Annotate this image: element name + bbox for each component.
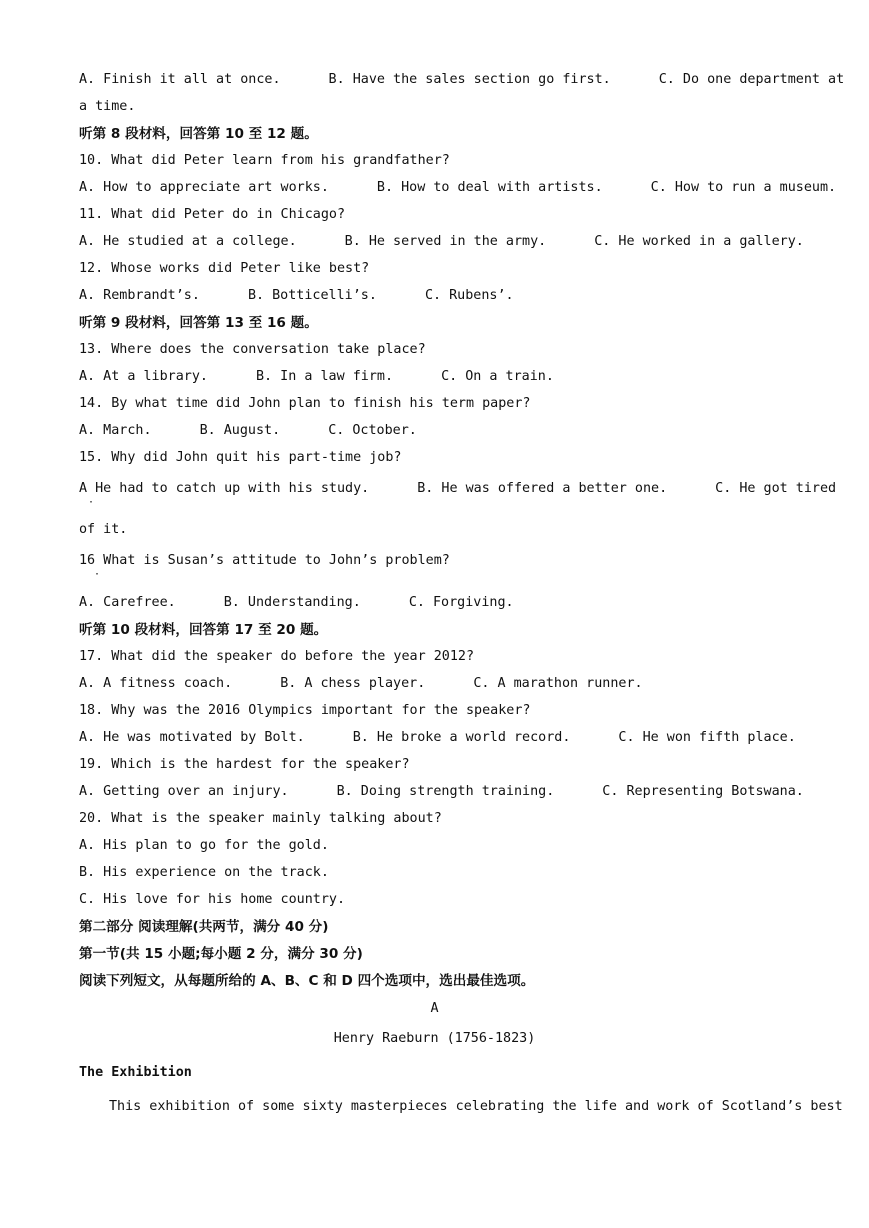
q17-option-c: C. A marathon runner. — [473, 676, 643, 691]
question-16: 16 What is Susan’s attitude to John’s problem? — [79, 553, 450, 568]
q12-option-b: B. Botticelli’s. — [247, 288, 377, 303]
question-20: 20. What is the speaker mainly talking about? — [79, 811, 442, 826]
q10-option-b: B. How to deal with artists. — [376, 180, 603, 195]
q11-option-b: B. He served in the army. — [344, 234, 547, 249]
q20-option-a: A. His plan to go for the gold. — [79, 838, 329, 853]
reading-instructions: 阅读下列短文，从每题所给的 A、B、C 和 D 四个选项中，选出最佳选项。 — [79, 973, 535, 989]
q13-options — [79, 368, 554, 386]
section-8-heading: 听第 8 段材料，回答第 10 至 12 题。 — [79, 126, 318, 142]
q11-option-a: A. He studied at a college. — [79, 234, 297, 249]
q16-option-c: C. Forgiving. — [408, 595, 514, 610]
q9-option-c: C. Do one department at — [658, 72, 845, 87]
q15-option-c-continuation: of it. — [79, 522, 128, 537]
q10-option-a: A. How to appreciate art works. — [79, 180, 329, 195]
q14-option-a: A. March. — [79, 423, 152, 438]
q15-option-c: C. He got tired — [715, 481, 837, 496]
q12-option-a: A. Rembrandt’s. — [79, 288, 200, 303]
subheading: The Exhibition — [79, 1065, 192, 1080]
q19-option-a: A. Getting over an injury. — [79, 784, 289, 799]
q9-option-c-continuation: a time. — [79, 99, 136, 114]
question-19: 19. Which is the hardest for the speaker? — [79, 757, 410, 772]
q15-option-b: B. He was offered a better one. — [417, 481, 668, 496]
stray-dot-mark: · — [88, 497, 95, 508]
passage-title: Henry Raeburn (1756-1823) — [333, 1031, 536, 1046]
question-17: 17. What did the speaker do before the year 2012? — [79, 649, 475, 664]
q13-option-a: A. At a library. — [79, 369, 208, 384]
q19-option-b: B. Doing strength training. — [336, 784, 555, 799]
q16-option-a: A. Carefree. — [79, 595, 176, 610]
section-10-heading: 听第 10 段材料，回答第 17 至 20 题。 — [79, 622, 328, 638]
q20-option-b: B. His experience on the track. — [79, 865, 329, 880]
q10-options — [79, 179, 836, 197]
q10-option-c: C. How to run a museum. — [650, 180, 837, 195]
passage-letter: A — [430, 1001, 439, 1016]
question-13: 13. Where does the conversation take place? — [79, 342, 426, 357]
q19-options — [79, 783, 804, 801]
section-9-heading: 听第 9 段材料，回答第 13 至 16 题。 — [79, 315, 318, 331]
q15-options — [79, 480, 836, 498]
q18-option-b: B. He broke a world record. — [352, 730, 571, 745]
question-18: 18. Why was the 2016 Olympics important for the speaker? — [79, 703, 531, 718]
q12-options — [79, 287, 514, 305]
part-2-heading: 第二部分 阅读理解(共两节，满分 40 分) — [79, 919, 329, 935]
q16-option-b: B. Understanding. — [223, 595, 361, 610]
q14-options — [79, 422, 417, 440]
stray-dot-mark: · — [94, 569, 101, 580]
q14-option-c: C. October. — [328, 423, 417, 438]
q12-option-c: C. Rubens’. — [424, 288, 514, 303]
question-14: 14. By what time did John plan to finish his term paper? — [79, 396, 531, 411]
question-12: 12. Whose works did Peter like best? — [79, 261, 370, 276]
q19-option-c: C. Representing Botswana. — [602, 784, 804, 799]
q9-options — [79, 71, 844, 89]
question-15: 15. Why did John quit his part-time job? — [79, 450, 402, 465]
q20-option-c: C. His love for his home country. — [79, 892, 346, 907]
q18-option-a: A. He was motivated by Bolt. — [79, 730, 305, 745]
q15-option-a: A He had to catch up with his study. — [79, 481, 370, 496]
q13-option-b: B. In a law firm. — [256, 369, 394, 384]
q17-options — [79, 675, 643, 693]
q9-option-a: A. Finish it all at once. — [79, 72, 281, 87]
q17-option-a: A. A fitness coach. — [79, 676, 233, 691]
q17-option-b: B. A chess player. — [280, 676, 426, 691]
q16-options — [79, 594, 514, 612]
q18-option-c: C. He won fifth place. — [618, 730, 796, 745]
q13-option-c: C. On a train. — [441, 369, 554, 384]
question-11: 11. What did Peter do in Chicago? — [79, 207, 346, 222]
q11-options — [79, 233, 804, 251]
q9-option-b: B. Have the sales section go first. — [328, 72, 611, 87]
question-10: 10. What did Peter learn from his grandfather? — [79, 153, 450, 168]
paragraph-start: This exhibition of some sixty masterpieces celebrating the life and work of Scotland’s best — [109, 1099, 843, 1114]
q11-option-c: C. He worked in a gallery. — [594, 234, 804, 249]
part-2-section-1-heading: 第一节(共 15 小题;每小题 2 分，满分 30 分) — [79, 946, 363, 962]
q14-option-b: B. August. — [199, 423, 281, 438]
q18-options — [79, 729, 796, 747]
